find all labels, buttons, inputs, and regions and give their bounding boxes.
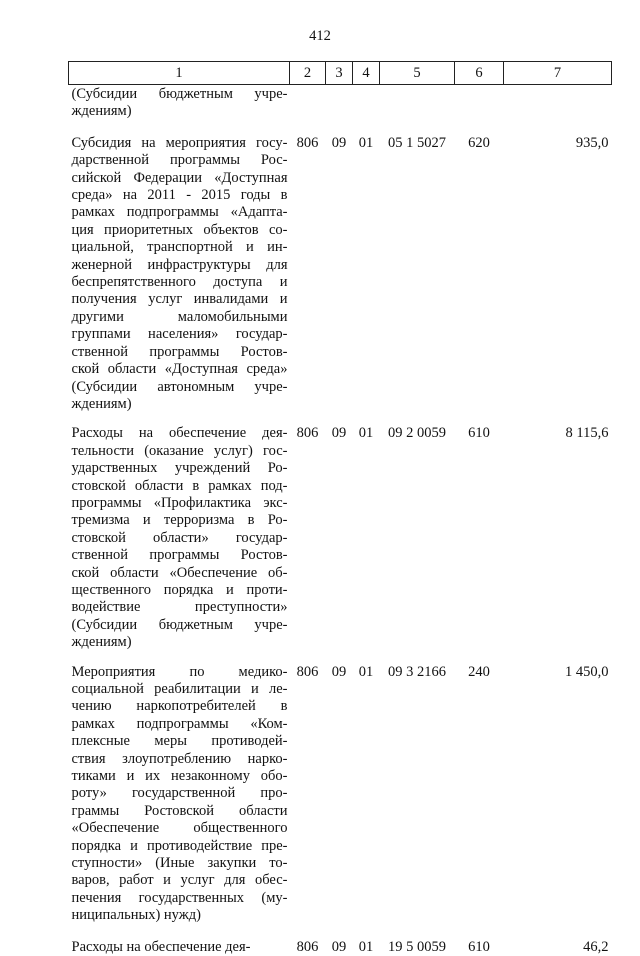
section-code: 09 (326, 421, 353, 659)
expense-type-code: 610 (455, 933, 504, 956)
description-line: ствия злоупотреблению нарко- (72, 751, 288, 768)
header-col-3: 3 (326, 62, 353, 85)
description-line: социальной реабилитации и ле- (72, 681, 288, 698)
header-col-4: 4 (353, 62, 380, 85)
description-line: рамках подпрограммы «Ком- (72, 716, 288, 733)
section-code: 09 (326, 131, 353, 422)
header-col-1: 1 (69, 62, 290, 85)
subsection-code: 01 (353, 660, 380, 933)
amount: 935,0 (504, 131, 612, 422)
table-header (69, 62, 612, 85)
budget-table (68, 61, 612, 956)
description-line: дарственной программы Рос- (72, 152, 288, 169)
description-line: беспрепятственного доступа и (72, 274, 288, 291)
admin-code: 806 (290, 421, 326, 659)
description-line: водействие преступности» (72, 599, 288, 616)
description-line: ственной программы Ростов- (72, 547, 288, 564)
header-col-6: 6 (455, 62, 504, 85)
description-line: ция приоритетных объектов со- (72, 222, 288, 239)
amount (504, 85, 612, 131)
row-description (69, 131, 290, 422)
subsection-code: 01 (353, 131, 380, 422)
row-description (69, 421, 290, 659)
expense-type-code: 240 (455, 660, 504, 933)
subsection-code (353, 85, 380, 131)
target-article-code: 09 2 0059 (380, 421, 455, 659)
table-row (69, 85, 612, 131)
description-line: плексные меры противодей- (72, 733, 288, 750)
expense-type-code (455, 85, 504, 131)
description-line: (Субсидии автономным учре- (72, 379, 288, 396)
description-line: печения государственных (му- (72, 890, 288, 907)
description-line: варов, работ и услуг для обес- (72, 872, 288, 889)
table-body (69, 85, 612, 956)
header-row (69, 62, 612, 85)
header-col-2: 2 (290, 62, 326, 85)
description-line: женерной инфраструктуры для (72, 257, 288, 274)
description-line: сийской Федерации «Доступная (72, 170, 288, 187)
description-line: циальной, транспортной и ин- (72, 239, 288, 256)
description-line: стовской области в рамках под- (72, 478, 288, 495)
admin-code: 806 (290, 131, 326, 422)
description-line: группами населения» государ- (72, 326, 288, 343)
row-description (69, 660, 290, 933)
section-code: 09 (326, 933, 353, 956)
description-line: программы «Профилактика экс- (72, 495, 288, 512)
description-line: ждениям) (72, 396, 288, 413)
description-line: чению наркопотребителей в (72, 698, 288, 715)
description-line: стовской области» государ- (72, 530, 288, 547)
description-line: тиками и их незаконному обо- (72, 768, 288, 785)
admin-code: 806 (290, 933, 326, 956)
section-code: 09 (326, 660, 353, 933)
description-line: (Субсидии бюджетным учре- (72, 617, 288, 634)
description-line: щественного порядка и проти- (72, 582, 288, 599)
description-line: тремизма и терроризма в Ро- (72, 512, 288, 529)
target-article-code (380, 85, 455, 131)
description-line: (Субсидии бюджетным учре- (72, 86, 288, 103)
amount: 8 115,6 (504, 421, 612, 659)
description-line: ственной программы Ростов- (72, 344, 288, 361)
section-code (326, 85, 353, 131)
description-line: ударственных учреждений Ро- (72, 460, 288, 477)
description-line: ской области «Обеспечение об- (72, 565, 288, 582)
expense-type-code: 610 (455, 421, 504, 659)
description-line: ступности» (Иные закупки то- (72, 855, 288, 872)
target-article-code: 09 3 2166 (380, 660, 455, 933)
description-line: ждениям) (72, 103, 288, 120)
subsection-code: 01 (353, 421, 380, 659)
description-line: среда» на 2011 - 2015 годы в (72, 187, 288, 204)
subsection-code: 01 (353, 933, 380, 956)
target-article-code: 19 5 0059 (380, 933, 455, 956)
page-number: 412 (0, 28, 640, 45)
description-line: ской области «Доступная среда» (72, 361, 288, 378)
description-line: ниципальных) нужд) (72, 907, 288, 924)
description-line: роту» государственной про- (72, 785, 288, 802)
row-description (69, 933, 290, 956)
description-line: «Обеспечение общественного (72, 820, 288, 837)
admin-code: 806 (290, 660, 326, 933)
description-line: Мероприятия по медико- (72, 664, 288, 681)
description-line: другими маломобильными (72, 309, 288, 326)
table-row (69, 131, 612, 422)
table-row (69, 933, 612, 956)
table-row (69, 421, 612, 659)
table-row (69, 660, 612, 933)
description-line: порядка и противодействие пре- (72, 838, 288, 855)
admin-code (290, 85, 326, 131)
description-line: Расходы на обеспечение дея- (72, 425, 288, 442)
target-article-code: 05 1 5027 (380, 131, 455, 422)
amount: 46,2 (504, 933, 612, 956)
description-line: Расходы на обеспечение дея- (72, 939, 288, 956)
description-line: Субсидия на мероприятия госу- (72, 135, 288, 152)
description-line: рамках подпрограммы «Адапта- (72, 204, 288, 221)
expense-type-code: 620 (455, 131, 504, 422)
header-col-7: 7 (504, 62, 612, 85)
description-line: тельности (оказание услуг) гос- (72, 443, 288, 460)
amount: 1 450,0 (504, 660, 612, 933)
row-description (69, 85, 290, 131)
header-col-5: 5 (380, 62, 455, 85)
description-line: ждениям) (72, 634, 288, 651)
description-line: граммы Ростовской области (72, 803, 288, 820)
description-line: получения услуг инвалидами и (72, 291, 288, 308)
